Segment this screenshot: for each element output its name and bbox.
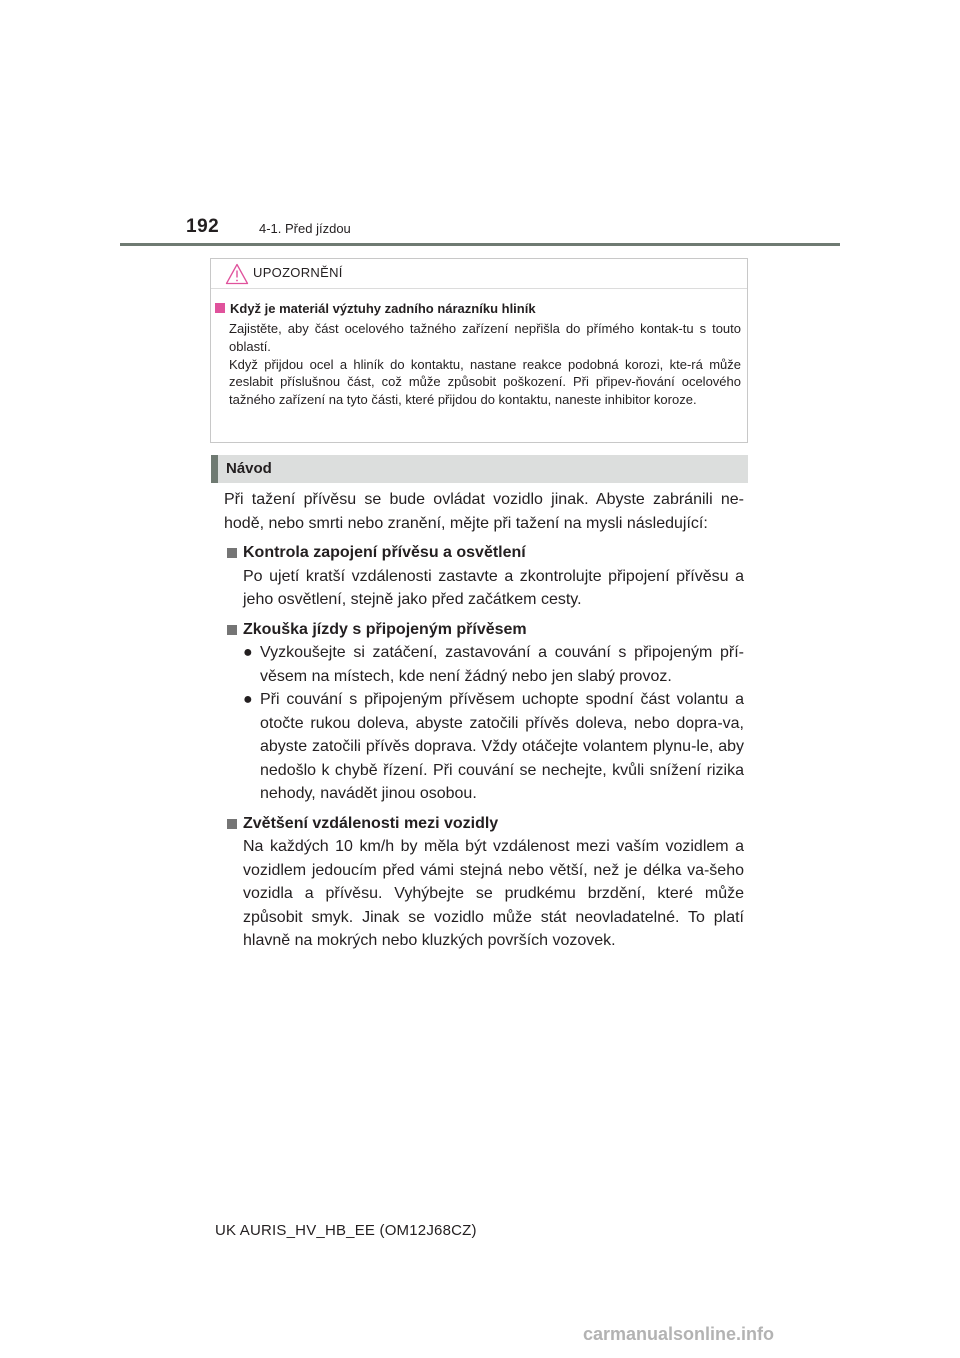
footer-code: UK AURIS_HV_HB_EE (OM12J68CZ)	[215, 1222, 477, 1239]
warning-subheading-text: Když je materiál výztuhy zadního nárazníku hliník	[230, 301, 536, 316]
square-bullet-icon	[227, 548, 237, 558]
square-bullet-icon	[227, 819, 237, 829]
warning-text	[229, 320, 741, 409]
guide-intro: Při tažení přívěsu se bude ovládat vozidlo jinak. Abyste zabránili ne-hodě, nebo smrti nebo zranění, mějte při tažení na mysli následující:	[224, 491, 744, 532]
section-heading-text: Zvětšení vzdálenosti mezi vozidly	[243, 814, 499, 832]
square-bullet-icon	[215, 303, 225, 313]
page-number: 192	[186, 216, 220, 237]
section-heading-text: Kontrola zapojení přívěsu a osvětlení	[243, 544, 526, 561]
warning-triangle-icon	[225, 263, 249, 285]
bullet-dot-icon: ●	[243, 691, 253, 708]
section-text: Po ujetí kratší vzdálenosti zastavte a zkontrolujte připojení přívěsu a jeho osvětlení, stejně jako před začátkem cesty.	[243, 567, 744, 608]
square-bullet-icon	[227, 625, 237, 635]
watermark: carmanualsonline.info	[583, 1324, 775, 1344]
warning-label: UPOZORNĚNÍ	[253, 265, 343, 280]
warning-subheading	[215, 301, 536, 316]
section-heading-text: Zkouška jízdy s připojeným přívěsem	[243, 620, 527, 638]
warning-header	[211, 259, 747, 289]
warning-paragraph: Když přijdou ocel a hliník do kontaktu, nastane reakce podobná korozi, kte-rá může zeslabit příslušnou část, což může způsobit poškození. Při připev-ňování ocelového tažného zařízení na tyto části, které přijdou do kontaktu, naneste inhibitor koroze.	[229, 356, 741, 408]
bullet-dot-icon: ●	[243, 644, 253, 661]
bullet-item	[224, 688, 744, 806]
section-heading	[224, 541, 744, 565]
bullet-text: Při couvání s připojeným přívěsem uchopte spodní část volantu a otočte rukou doleva, abyste zatočili přívěs doleva, nebo dopra-va, abyste zatočili přívěs doprava. Vždy otáčejte volantem plynu-le, aby nedošlo k chybě řízení. Při couvání se nechejte, kvůli snížení rizika nehody, navádět jinou osobou.	[260, 691, 744, 802]
header-rule	[120, 243, 840, 246]
guide-heading-bar	[211, 455, 748, 483]
bullet-item	[224, 641, 744, 688]
section-heading	[224, 618, 744, 642]
guide-heading: Návod	[226, 460, 272, 477]
bullet-text: Vyzkoušejte si zatáčení, zastavování a couvání s připojeným pří-věsem na místech, kde není žádný nebo jen slabý provoz.	[260, 644, 744, 685]
section-text: Na každých 10 km/h by měla být vzdálenost mezi vaším vozidlem a vozidlem jedoucím před vámi stejná nebo větší, než je délka va-šeho vozidla a přívěsu. Vyhýbejte se prudkému brzdění, které může způsobit smyk. Jinak se vozidlo může stát neovladatelné. To platí hlavně na mokrých nebo kluzkých površích vozovek.	[243, 838, 744, 949]
section-heading	[224, 812, 744, 836]
section-title: 4-1. Před jízdou	[259, 221, 351, 236]
warning-paragraph: Zajistěte, aby část ocelového tažného zařízení nepřišla do přímého kontak-tu s touto oblastí.	[229, 321, 741, 354]
guide-body	[224, 488, 744, 953]
warning-box	[210, 258, 748, 443]
